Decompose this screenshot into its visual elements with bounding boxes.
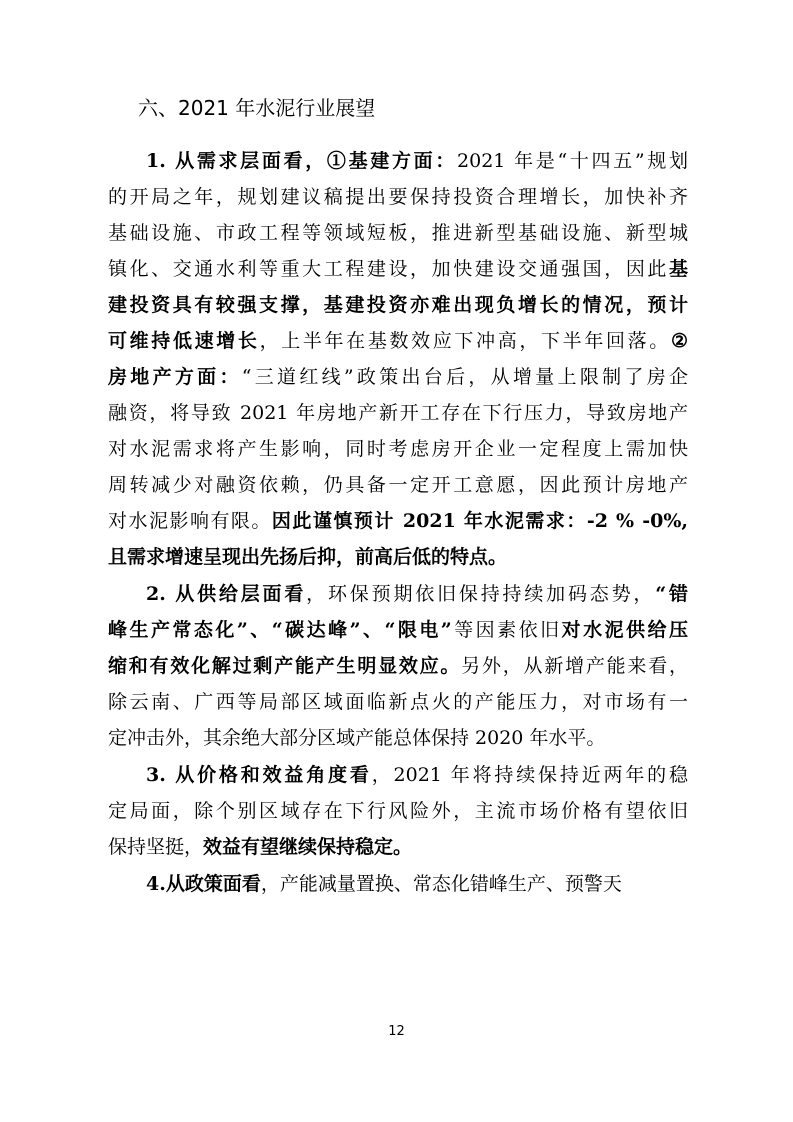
text-run: 定冲击外，其余绝大部分区域产能总体保持 2020 年水平。 xyxy=(108,727,606,749)
text-run: 除云南、广西等局部区域面临新点火的产能压力，对市场有一 xyxy=(108,691,688,713)
text-run: 定局面，除个别区域存在下行风险外，主流市场价格有望依旧 xyxy=(108,800,688,822)
text-run: 2021 年是“十四五”规划 xyxy=(457,150,689,172)
text-run: 的开局之年，规划建议稿提出要保持投资合理增长，加快补齐 xyxy=(108,186,688,208)
bold-text: 1. 从需求层面看，①基建方面： xyxy=(146,150,458,172)
text-run: ，环保预期依旧保持持续加码态势， xyxy=(306,583,656,605)
paragraph-1-line-9 xyxy=(108,432,688,466)
text-run: 等因素依旧 xyxy=(451,619,562,641)
paragraph-1-line-12 xyxy=(108,540,688,574)
text-run: 融资，将导致 2021 年房地产新开工存在下行压力，导致房地产 xyxy=(108,402,688,424)
bold-text: ② xyxy=(670,330,688,352)
bold-text: 且需求增速呈现出先扬后抑，前高后低的特点。 xyxy=(108,546,508,568)
paragraph-2-line-1 xyxy=(146,577,688,611)
paragraph-1-line-1 xyxy=(146,144,688,178)
paragraph-2-line-3 xyxy=(108,649,688,683)
bold-text: 可维持低速增长 xyxy=(108,330,260,352)
paragraph-1-line-8 xyxy=(108,396,688,430)
paragraph-4-line-1 xyxy=(146,867,688,901)
text-run: 基础设施、市政工程等领域短板，推进新型基础设施、新型城 xyxy=(108,222,688,244)
section-heading: 六、2021 年水泥行业展望 xyxy=(138,96,376,120)
paragraph-1-line-3 xyxy=(108,216,688,250)
bold-text: “错 xyxy=(655,583,688,605)
paragraph-3-line-1 xyxy=(146,758,688,792)
bold-text: 基 xyxy=(668,258,688,280)
page-number: 12 xyxy=(388,1024,405,1039)
text-run: ，产能减量置换、常态化错峰生产、预警天 xyxy=(260,873,622,895)
text-run: ，上半年在基数效应下冲高，下半年回落。 xyxy=(259,330,671,352)
paragraph-1-line-10 xyxy=(108,468,688,502)
text-run: 对水泥影响有限。 xyxy=(108,510,272,532)
paragraph-1-line-4 xyxy=(108,252,688,286)
bold-text: 4.从政策面看 xyxy=(146,873,261,895)
paragraph-3-line-2 xyxy=(108,794,688,828)
paragraph-2-line-5 xyxy=(108,721,688,755)
bold-text: 3. 从价格和效益角度看 xyxy=(146,764,372,786)
paragraph-2-line-2 xyxy=(108,613,688,647)
text-run: ，2021 年将持续保持近两年的稳 xyxy=(371,764,688,786)
paragraph-1-line-5 xyxy=(108,288,688,322)
text-run: 保持坚挺， xyxy=(108,836,204,858)
text-run: 对水泥需求将产生影响，同时考虑房开企业一定程度上需加快 xyxy=(108,438,688,460)
paragraph-1-line-2 xyxy=(108,180,688,214)
paragraph-2-line-4 xyxy=(108,685,688,719)
text-run: “三道红线”政策出台后，从增量上限制了房企 xyxy=(241,366,688,388)
paragraph-1-line-7 xyxy=(108,360,688,394)
paragraph-3-line-3 xyxy=(108,830,688,864)
text-run: 镇化、交通水利等重大工程建设，加快建设交通强国，因此 xyxy=(108,258,669,280)
bold-text: 因此谨慎预计 2021 年水泥需求：-2 % -0%, xyxy=(271,510,688,532)
bold-text: 峰生产常态化”、“碳达峰”、“限电” xyxy=(108,619,452,641)
bold-text: 效益有望继续保持稳定。 xyxy=(203,836,413,858)
paragraph-1-line-11 xyxy=(108,504,688,538)
bold-text: 缩和有效化解过剩产能产生明显效应。 xyxy=(108,655,462,677)
text-run: 周转减少对融资依赖，仍具备一定开工意愿，因此预计房地产 xyxy=(108,474,688,496)
paragraph-1-line-6 xyxy=(108,324,688,358)
bold-text: 对水泥供给压 xyxy=(561,619,688,641)
bold-text: 建投资具有较强支撑，基建投资亦难出现负增长的情况，预计 xyxy=(108,294,688,316)
bold-text: 2. 从供给层面看 xyxy=(146,583,307,605)
bold-text: 房地产方面： xyxy=(108,366,242,388)
text-run: 另外，从新增产能来看， xyxy=(461,655,688,677)
